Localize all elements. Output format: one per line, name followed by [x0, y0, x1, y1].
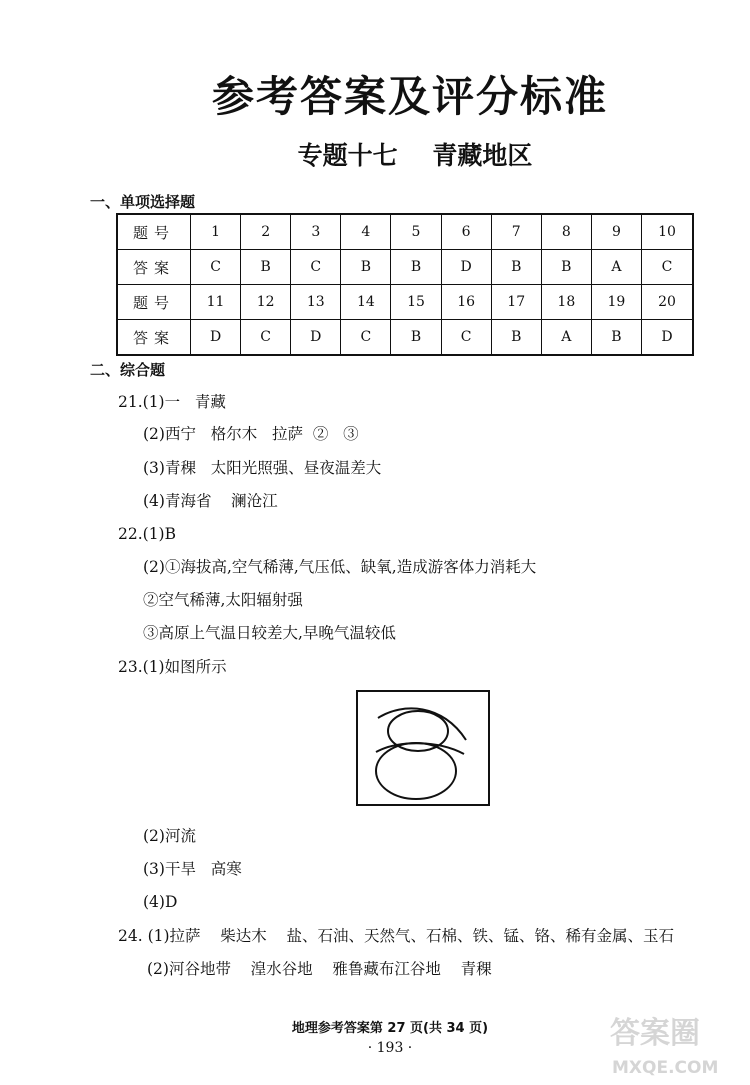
answer-figure	[356, 690, 490, 806]
page-footer: 地理参考答案第 27 页(共 34 页)	[291, 1021, 489, 1036]
table-cell: B	[591, 320, 641, 356]
q24-part1: 24. (1)拉萨 柴达木 盐、石油、天然气、石棉、铁、锰、铬、稀有金属、玉石	[118, 927, 674, 945]
table-row-header: 答案	[117, 250, 191, 285]
q23-part3: (3)干旱 高寒	[143, 860, 242, 878]
watermark-text-top: 答案圈	[610, 1016, 700, 1051]
table-cell: 12	[241, 285, 291, 320]
q23-part4: (4)D	[143, 893, 178, 911]
table-cell: C	[191, 250, 241, 285]
table-cell: D	[191, 320, 241, 356]
table-cell: C	[241, 320, 291, 356]
table-cell: 13	[291, 285, 341, 320]
table-cell: 18	[541, 285, 591, 320]
table-cell: 10	[641, 214, 693, 250]
table-cell: 6	[441, 214, 491, 250]
figure-drawing	[358, 692, 488, 804]
section-heading-comprehensive: 二、综合题	[90, 361, 166, 379]
table-cell: 16	[441, 285, 491, 320]
table-row-header: 答案	[117, 320, 191, 356]
q22-part1: 22.(1)B	[118, 525, 176, 543]
table-row	[117, 285, 693, 320]
table-row	[117, 214, 693, 250]
table-cell: 17	[491, 285, 541, 320]
table-cell: 3	[291, 214, 341, 250]
q21-part3: (3)青稞 太阳光照强、昼夜温差大	[143, 459, 382, 477]
answer-table	[116, 213, 694, 356]
table-cell: D	[441, 250, 491, 285]
table-cell: 4	[341, 214, 391, 250]
q21-part1: 21.(1)一 青藏	[118, 393, 226, 411]
q21-part2: (2)西宁 格尔木 拉萨 ② ③	[143, 425, 359, 443]
table-cell: 5	[391, 214, 441, 250]
table-cell: 1	[191, 214, 241, 250]
table-cell: A	[541, 320, 591, 356]
table-cell: C	[291, 250, 341, 285]
table-row	[117, 250, 693, 285]
page-title: 参考答案及评分标准	[211, 72, 608, 121]
q22-part2-c: ③高原上气温日较差大,早晚气温较低	[143, 624, 396, 642]
watermark-text-bottom: MXQE.COM	[612, 1058, 719, 1078]
q23-part2: (2)河流	[143, 827, 196, 845]
table-cell: C	[341, 320, 391, 356]
table-row-header: 题号	[117, 285, 191, 320]
table-cell: B	[391, 320, 441, 356]
table-cell: B	[541, 250, 591, 285]
q24-part2: (2)河谷地带 湟水谷地 雅鲁藏布江谷地 青稞	[147, 960, 492, 978]
table-cell: B	[391, 250, 441, 285]
table-row	[117, 320, 693, 356]
table-cell: 7	[491, 214, 541, 250]
table-cell: 9	[591, 214, 641, 250]
table-cell: 19	[591, 285, 641, 320]
table-cell: A	[591, 250, 641, 285]
table-cell: B	[241, 250, 291, 285]
table-cell: D	[291, 320, 341, 356]
table-cell: C	[441, 320, 491, 356]
q22-part2: (2)①海拔高,空气稀薄,气压低、缺氧,造成游客体力消耗大	[143, 558, 537, 576]
table-cell: B	[341, 250, 391, 285]
table-cell: C	[641, 250, 693, 285]
table-cell: 20	[641, 285, 693, 320]
table-row-header: 题号	[117, 214, 191, 250]
topic-subtitle: 专题十七 青藏地区	[297, 141, 533, 170]
q21-part4: (4)青海省 澜沧江	[143, 492, 278, 510]
table-cell: 14	[341, 285, 391, 320]
page-number: · 193 ·	[367, 1040, 413, 1056]
table-cell: 11	[191, 285, 241, 320]
table-cell: B	[491, 250, 541, 285]
table-cell: 8	[541, 214, 591, 250]
table-cell: 2	[241, 214, 291, 250]
table-cell: B	[491, 320, 541, 356]
section-heading-choice: 一、单项选择题	[90, 193, 196, 211]
q23-part1: 23.(1)如图所示	[118, 658, 227, 676]
q22-part2-b: ②空气稀薄,太阳辐射强	[143, 591, 303, 609]
watermark-logo	[608, 1003, 738, 1079]
table-cell: 15	[391, 285, 441, 320]
table-cell: D	[641, 320, 693, 356]
